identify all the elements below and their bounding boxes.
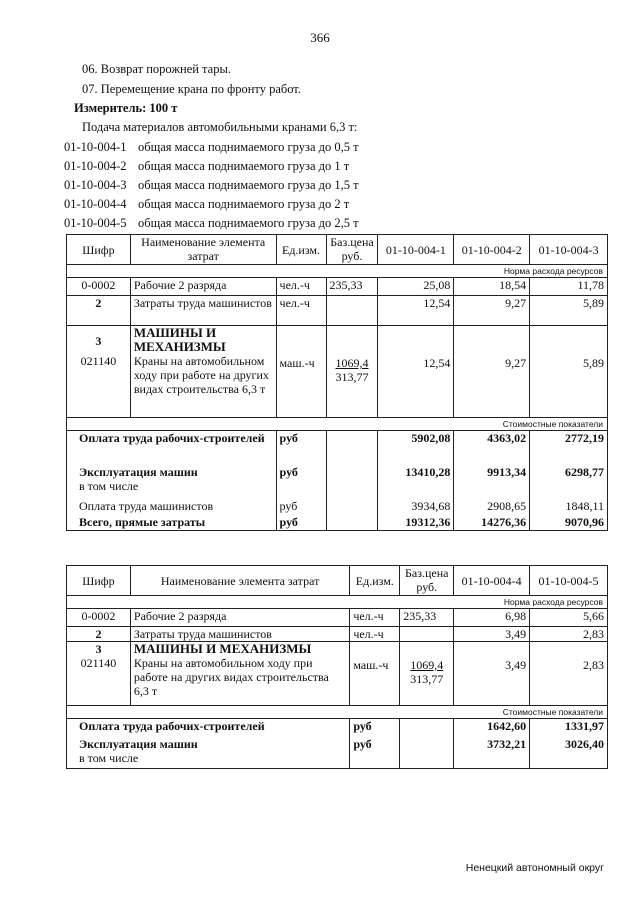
machines-name-cell <box>130 326 276 418</box>
machine-op-name: Эксплуатация машин <box>79 464 198 479</box>
machines-name-cell <box>130 642 349 706</box>
total-val-2: 14276,36 <box>454 515 530 531</box>
header-name: Наименование элемента затрат <box>130 566 349 596</box>
cost-band: Стоимостные показатели <box>67 706 608 719</box>
machines-price: 1069,4 <box>335 356 369 370</box>
total-name: Всего, прямые затраты <box>67 515 277 531</box>
code-value: 01-10-004-3 <box>64 178 127 192</box>
machine-op-val-2: 9913,34 <box>454 465 530 499</box>
machines-title: МАШИНЫ И МЕХАНИЗМЫ <box>133 325 226 354</box>
machine-op-price <box>326 465 378 499</box>
operators-name: Затраты труда машинистов <box>130 296 276 326</box>
machines-val-1: 12,54 <box>378 326 454 418</box>
workers-code: 0-0002 <box>67 278 131 296</box>
machines-price-2: 313,77 <box>335 370 369 384</box>
machine-op-price <box>400 737 454 769</box>
machines-price: 1069,4 <box>410 658 444 672</box>
header-code: Шифр <box>67 566 131 596</box>
footer-region: Ненецкий автономный округ <box>465 862 604 874</box>
labor-val-4: 1642,60 <box>454 719 530 737</box>
operators-pay-name: Оплата труда машинистов <box>67 499 277 515</box>
code-text: общая масса поднимаемого груза до 1,5 т <box>138 178 359 192</box>
operators-code: 2 <box>67 296 131 326</box>
machines-section-code: 3 <box>95 642 102 656</box>
labor-unit: руб <box>350 719 400 737</box>
operators-price <box>326 296 378 326</box>
machine-op-sub: в том числе <box>79 478 139 493</box>
machines-title: МАШИНЫ И МЕХАНИЗМЫ <box>133 641 312 656</box>
labor-val-5: 1331,97 <box>530 719 608 737</box>
workers-name: Рабочие 2 разряда <box>130 609 349 627</box>
header-col-4: 01-10-004-4 <box>454 566 530 596</box>
workers-val-2: 18,54 <box>454 278 530 296</box>
labor-val-2: 4363,02 <box>454 431 530 465</box>
machines-unit: маш.-ч <box>350 642 400 706</box>
norms-table-2 <box>66 565 608 769</box>
norm-band: Норма расхода ресурсов <box>67 596 608 609</box>
code-value: 01-10-004-2 <box>64 159 127 173</box>
code-line <box>64 140 359 155</box>
meter-label: Измеритель: 100 т <box>74 101 178 115</box>
machines-price-2: 313,77 <box>410 672 444 686</box>
machine-op-val-1: 13410,28 <box>378 465 454 499</box>
machines-price-cell <box>326 326 378 418</box>
labor-unit: руб <box>276 431 326 465</box>
workers-price: 235,33 <box>400 609 454 627</box>
operators-name: Затраты труда машинистов <box>130 627 349 642</box>
labor-val-1: 5902,08 <box>378 431 454 465</box>
machine-op-val-3: 6298,77 <box>530 465 608 499</box>
operators-pay-val-1: 3934,68 <box>378 499 454 515</box>
operators-val-2: 9,27 <box>454 296 530 326</box>
norms-table-1 <box>66 234 608 531</box>
header-col-5: 01-10-004-5 <box>530 566 608 596</box>
labor-name: Оплата труда рабочих-строителей <box>67 719 350 737</box>
header-name: Наименование элемента затрат <box>130 235 276 265</box>
machines-price-cell <box>400 642 454 706</box>
workers-val-3: 11,78 <box>530 278 608 296</box>
machine-op-cell <box>67 465 277 499</box>
total-val-3: 9070,96 <box>530 515 608 531</box>
header-col-3: 01-10-004-3 <box>530 235 608 265</box>
machine-op-val-4: 3732,21 <box>454 737 530 769</box>
workers-unit: чел.-ч <box>350 609 400 627</box>
machines-resource-code: 021140 <box>80 656 117 670</box>
operators-price <box>400 627 454 642</box>
code-value: 01-10-004-5 <box>64 216 127 230</box>
workers-val-1: 25,08 <box>378 278 454 296</box>
code-line <box>64 216 359 231</box>
intro-item-7: 07. Перемещение крана по фронту работ. <box>82 82 301 96</box>
cost-band: Стоимостные показатели <box>67 418 608 431</box>
machine-op-val-5: 3026,40 <box>530 737 608 769</box>
operators-val-3: 5,89 <box>530 296 608 326</box>
machines-name: Краны на автомобильном ходу при работе на других видах строительства 6,3 т <box>133 354 269 396</box>
code-value: 01-10-004-1 <box>64 140 127 154</box>
machines-resource-code: 021140 <box>80 354 117 368</box>
operators-val-4: 3,49 <box>454 627 530 642</box>
operators-pay-val-2: 2908,65 <box>454 499 530 515</box>
operators-pay-unit: руб <box>276 499 326 515</box>
code-text: общая масса поднимаемого груза до 1 т <box>138 159 350 173</box>
workers-val-4: 6,98 <box>454 609 530 627</box>
machine-op-name: Эксплуатация машин <box>79 736 198 751</box>
code-line <box>64 197 349 212</box>
labor-price <box>326 431 378 465</box>
header-col-1: 01-10-004-1 <box>378 235 454 265</box>
code-text: общая масса поднимаемого груза до 2,5 т <box>138 216 359 230</box>
workers-code: 0-0002 <box>67 609 131 627</box>
operators-unit: чел.-ч <box>350 627 400 642</box>
workers-unit: чел.-ч <box>276 278 326 296</box>
machines-name: Краны на автомобильном ходу при работе на других видах строительства 6,3 т <box>133 656 329 698</box>
code-line <box>64 178 359 193</box>
machine-op-sub: в том числе <box>79 750 139 765</box>
norm-band: Норма расхода ресурсов <box>67 265 608 278</box>
code-text: общая масса поднимаемого груза до 0,5 т <box>138 140 359 154</box>
machines-code <box>67 642 131 706</box>
labor-name: Оплата труда рабочих-строителей <box>67 431 277 465</box>
intro-item-6: 06. Возврат порожней тары. <box>82 62 231 76</box>
operators-val-1: 12,54 <box>378 296 454 326</box>
machines-val-4: 3,49 <box>454 642 530 706</box>
code-line <box>64 159 349 174</box>
machines-val-3: 5,89 <box>530 326 608 418</box>
header-code: Шифр <box>67 235 131 265</box>
header-col-2: 01-10-004-2 <box>454 235 530 265</box>
total-unit: руб <box>276 515 326 531</box>
machines-unit: маш.-ч <box>276 326 326 418</box>
machine-op-unit: руб <box>350 737 400 769</box>
machines-val-2: 9,27 <box>454 326 530 418</box>
workers-val-5: 5,66 <box>530 609 608 627</box>
machines-val-5: 2,83 <box>530 642 608 706</box>
machine-op-cell <box>67 737 350 769</box>
machines-section-code: 3 <box>95 334 102 348</box>
workers-price: 235,33 <box>326 278 378 296</box>
workers-name: Рабочие 2 разряда <box>130 278 276 296</box>
labor-price <box>400 719 454 737</box>
header-price: Баз.цена руб. <box>326 235 378 265</box>
operators-pay-price <box>326 499 378 515</box>
supply-heading: Подача материалов автомобильными кранами 6,3 т: <box>82 120 358 134</box>
total-price <box>326 515 378 531</box>
machine-op-unit: руб <box>276 465 326 499</box>
code-value: 01-10-004-4 <box>64 197 127 211</box>
operators-val-5: 2,83 <box>530 627 608 642</box>
labor-val-3: 2772,19 <box>530 431 608 465</box>
page-number: 366 <box>310 30 330 45</box>
operators-code: 2 <box>67 627 131 642</box>
code-text: общая масса поднимаемого груза до 2 т <box>138 197 350 211</box>
operators-unit: чел.-ч <box>276 296 326 326</box>
header-unit: Ед.изм. <box>276 235 326 265</box>
header-unit: Ед.изм. <box>350 566 400 596</box>
header-price: Баз.цена руб. <box>400 566 454 596</box>
machines-code <box>67 326 131 418</box>
total-val-1: 19312,36 <box>378 515 454 531</box>
operators-pay-val-3: 1848,11 <box>530 499 608 515</box>
